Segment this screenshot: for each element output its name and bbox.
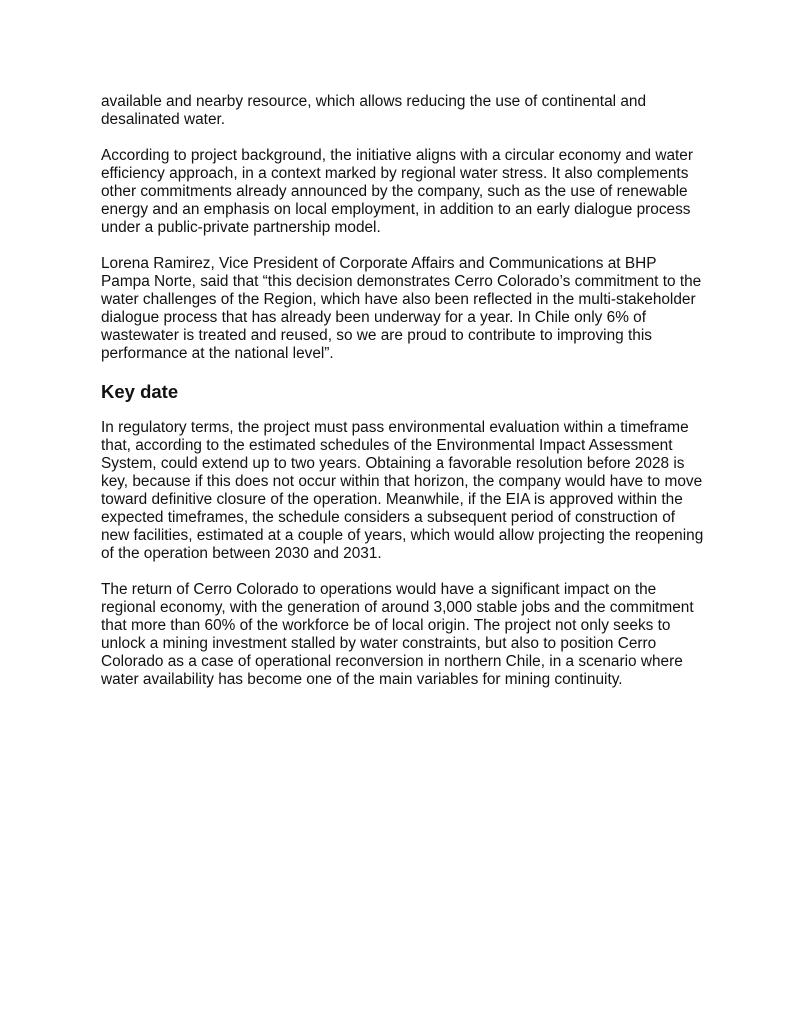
paragraph-ramirez-quote: Lorena Ramirez, Vice President of Corporate Affairs and Communications at BHP Pampa Norte, said that “this decision demonstrates Cerro Colorado’s commitment to the water challenges of the Region, which have also been reflected in the multi-stakeholder dialogue process that has already been underway for a year. In Chile only 6% of wastewater is treated and reused, so we are proud to contribute to improving this performance at the national level”. [101, 255, 702, 362]
paragraph-project-background: According to project background, the initiative aligns with a circular economy and water efficiency approach, in a context marked by regional water stress. It also complements other commitments already announced by the company, such as the use of renewable energy and an emphasis on local employment, in addition to an early dialogue process under a public-private partnership model. [101, 147, 693, 236]
document-page [101, 93, 705, 707]
paragraph-regulatory-terms: In regulatory terms, the project must pass environmental evaluation within a timeframe that, according to the estimated schedules of the Environmental Impact Assessment System, could extend up to two years. Obtaining a favorable resolution before 2028 is key, because if this does not occur within that horizon, the company would have to move toward definitive closure of the operation. Meanwhile, if the EIA is approved within the expected timeframes, the schedule considers a subsequent period of construction of new facilities, estimated at a couple of years, which would allow projecting the reopening of the operation between 2030 and 2031. [101, 419, 704, 562]
paragraph-continued-resource: available and nearby resource, which allows reducing the use of continental and desalinated water. [101, 93, 646, 128]
paragraph-economic-impact: The return of Cerro Colorado to operations would have a significant impact on the regional economy, with the generation of around 3,000 stable jobs and the commitment that more than 60% of the workforce be of local origin. The project not only seeks to unlock a mining investment stalled by water constraints, but also to position Cerro Colorado as a case of operational reconversion in northern Chile, in a scenario where water availability has become one of the main variables for mining continuity. [101, 581, 694, 688]
section-heading-key-date: Key date [101, 381, 179, 402]
